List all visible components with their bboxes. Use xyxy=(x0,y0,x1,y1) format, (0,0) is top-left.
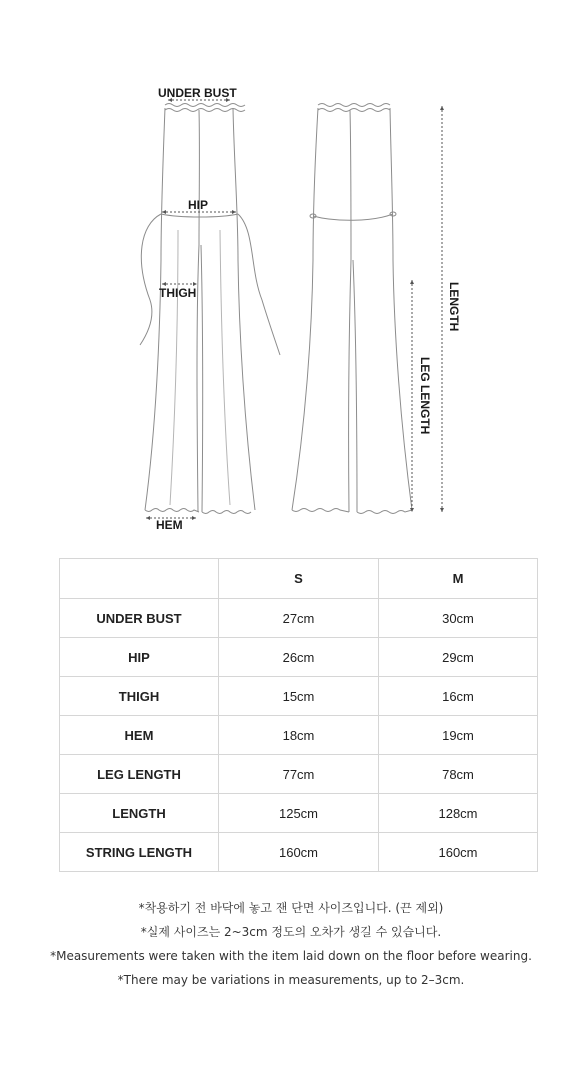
hem-label: HEM xyxy=(156,518,183,532)
hip-label: HIP xyxy=(188,198,209,212)
value-m: 160cm xyxy=(379,833,538,872)
header-empty xyxy=(60,559,219,599)
note-line: *Measurements were taken with the item laid down on the floor before wearing. xyxy=(50,949,532,963)
measurement-notes xyxy=(0,896,582,992)
value-m: 19cm xyxy=(379,716,538,755)
value-s: 18cm xyxy=(219,716,379,755)
thigh-label: THIGH xyxy=(159,286,197,300)
value-s: 15cm xyxy=(219,677,379,716)
table-header-row xyxy=(60,559,538,599)
table-row xyxy=(60,716,538,755)
row-label: UNDER BUST xyxy=(60,599,219,638)
row-label: HEM xyxy=(60,716,219,755)
front-pants-outline xyxy=(140,104,280,514)
table-row xyxy=(60,599,538,638)
value-m: 16cm xyxy=(379,677,538,716)
value-m: 128cm xyxy=(379,794,538,833)
header-size-m: M xyxy=(379,559,538,599)
under-bust-label: UNDER BUST xyxy=(158,86,237,100)
back-pants-outline xyxy=(292,104,412,514)
row-label: STRING LENGTH xyxy=(60,833,219,872)
table-row xyxy=(60,755,538,794)
row-label: THIGH xyxy=(60,677,219,716)
table-row xyxy=(60,638,538,677)
table-row xyxy=(60,833,538,872)
note-line: *착용하기 전 바닥에 놓고 잰 단면 사이즈입니다. (끈 제외) xyxy=(138,901,444,915)
note-line: *There may be variations in measurements, up to 2–3cm. xyxy=(117,973,465,987)
value-m: 78cm xyxy=(379,755,538,794)
value-s: 77cm xyxy=(219,755,379,794)
row-label: LENGTH xyxy=(60,794,219,833)
note-line: *실제 사이즈는 2~3cm 정도의 오차가 생길 수 있습니다. xyxy=(140,925,442,939)
value-s: 125cm xyxy=(219,794,379,833)
size-chart-table xyxy=(59,558,538,872)
length-label: LENGTH xyxy=(447,282,461,332)
row-label: HIP xyxy=(60,638,219,677)
header-size-s: S xyxy=(219,559,379,599)
table-row xyxy=(60,677,538,716)
table-row xyxy=(60,794,538,833)
value-m: 30cm xyxy=(379,599,538,638)
row-label: LEG LENGTH xyxy=(60,755,219,794)
leg-length-label: LEG LENGTH xyxy=(418,357,432,435)
value-s: 26cm xyxy=(219,638,379,677)
value-s: 27cm xyxy=(219,599,379,638)
value-m: 29cm xyxy=(379,638,538,677)
value-s: 160cm xyxy=(219,833,379,872)
